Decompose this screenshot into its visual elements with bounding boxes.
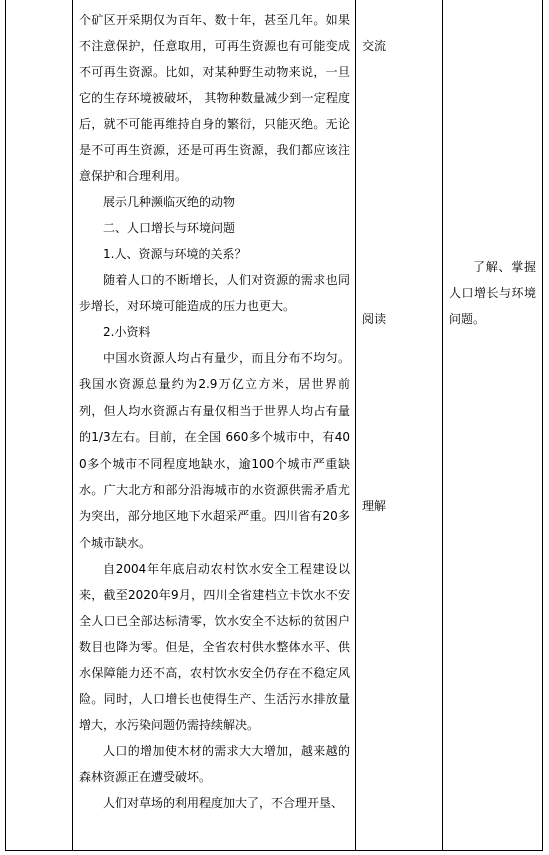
activity-label-read: 阅读 <box>362 312 387 326</box>
activity-label-understand: 理解 <box>362 499 387 513</box>
goal-text: 了解、掌握人口增长与环境问题。 <box>449 260 536 326</box>
paragraph-water-resources: 中国水资源人均占有量少，而且分布不均匀。我国水资源总量约为2.9万亿立方米，居世界前列，但人均水资源占有量仅相当于世界人均占有量的1/3左右。目前，在全国 660多个城市中，有400多个城市不同程度地缺水，逾100个城市严重缺水。广大北方和部分沿海城市的水资源供需矛盾尤为突出，部分地区地下水超采严重。四川省有20多个城市缺水。 <box>79 351 350 550</box>
student-activity-cell <box>356 0 443 851</box>
paragraph-rural-drinking-water: 自2004年年底启动农村饮水安全工程建设以来，截至2020年9月，四川全省建档立卡饮水不安全人口已全部达标清零，饮水安全不达标的贫困户数目也降为零。但是，全省农村供水整体水平、供水保障能力还不高，农村饮水安全仍存在不稳定风险。同时，人口增长也使得生产、生活污水排放量增大，水污染问题仍需持续解决。 <box>79 562 350 733</box>
table-row <box>6 0 543 851</box>
subheading-small-data: 2.小资料 <box>103 325 151 339</box>
blank-column-cell <box>6 0 73 851</box>
teaching-goal-cell <box>443 0 543 851</box>
paragraph-endangered-animals: 展示几种濒临灭绝的动物 <box>103 195 236 209</box>
section-heading-population-environment: 二、人口增长与环境问题 <box>103 221 236 235</box>
question-people-resources-environment: 1.人、资源与环境的关系？ <box>103 247 247 261</box>
lesson-plan-table <box>5 0 543 851</box>
paragraph-grassland-use: 人们对草场的利用程度加大了，不合理开垦、 <box>103 796 344 811</box>
paragraph-population-growth: 随着人口的不断增长，人们对资源的需求也同步增长，对环境可能造成的压力也更大。 <box>79 273 350 313</box>
activity-label-exchange: 交流 <box>362 39 387 53</box>
paragraph-resource-protection: 个矿区开采期仅为百年、数十年，甚至几年。如果不注意保护，任意取用，可再生资源也有可能变成不可再生资源。比如，对某种野生动物来说，一旦它的生存环境被破坏， 其物种数量减少到一定程度后，就不可能再维持自身的繁衍，只能灭绝。无论是不可再生资源，还是可再生资源，我们都应该注意保护和合理利用。 <box>79 13 350 183</box>
teaching-content-cell <box>73 0 356 851</box>
paragraph-forest-resources: 人口的增加使木材的需求大大增加，越来越的森林资源正在遭受破坏。 <box>79 744 350 785</box>
